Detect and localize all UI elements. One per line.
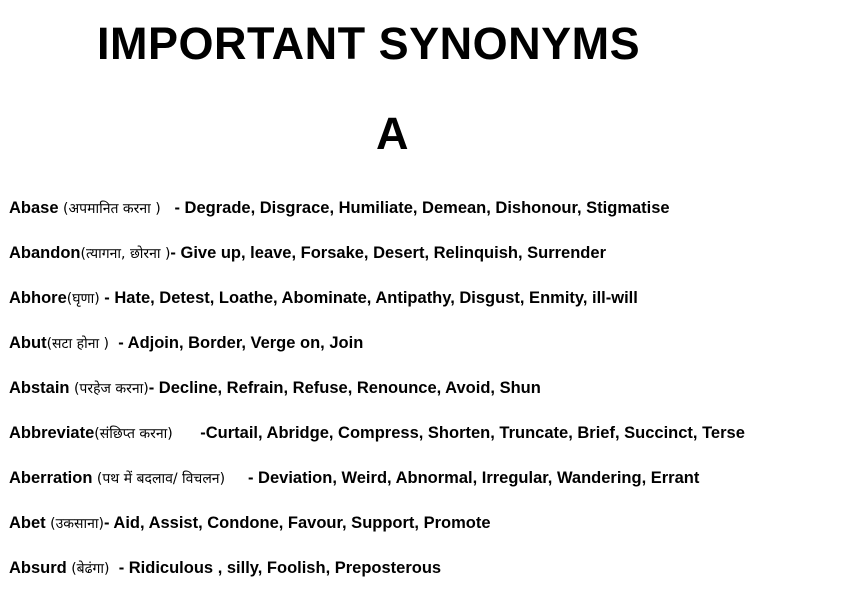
entry-synonyms: - Ridiculous , silly, Foolish, Preposterous — [118, 559, 442, 577]
entry-hindi-meaning: (उकसाना) — [45, 516, 104, 532]
entry-synonyms: - Aid, Assist, Condone, Favour, Support, Promote — [103, 514, 491, 532]
list-item — [9, 555, 861, 600]
entry-hindi-meaning: (अपमानित करना ) — [58, 201, 161, 217]
entry-hindi-meaning: (घृणा) — [66, 291, 100, 307]
entry-synonyms: - Adjoin, Border, Verge on, Join — [118, 334, 364, 352]
entry-synonyms: - Hate, Detest, Loathe, Abominate, Antipathy, Disgust, Enmity, ill-will — [104, 289, 638, 307]
entry-word: Abandon — [9, 244, 81, 262]
list-item — [9, 510, 861, 555]
entry-word: Abut — [9, 334, 47, 352]
entry-hindi-meaning: (पथ में बदलाव/ विचलन) — [92, 471, 226, 487]
entry-synonyms: - Give up, leave, Forsake, Desert, Relinquish, Surrender — [170, 244, 606, 262]
entry-word: Aberration — [9, 469, 93, 487]
synonym-list — [9, 195, 861, 600]
entry-hindi-meaning: (सटा होना ) — [46, 336, 110, 352]
list-item — [9, 330, 861, 375]
list-item — [9, 285, 861, 330]
entry-synonyms: - Degrade, Disgrace, Humiliate, Demean, Dishonour, Stigmatise — [174, 199, 670, 217]
entry-hindi-meaning: (त्यागना, छोरना ) — [80, 246, 171, 262]
entry-word: Abase — [9, 199, 59, 217]
entry-word: Absurd — [9, 559, 67, 577]
entry-word: Abet — [9, 514, 46, 532]
list-item — [9, 195, 861, 240]
section-letter: A — [376, 108, 409, 159]
entry-word: Abhore — [9, 289, 67, 307]
entry-synonyms: -Curtail, Abridge, Compress, Shorten, Truncate, Brief, Succinct, Terse — [200, 424, 745, 442]
list-item — [9, 240, 861, 285]
entry-synonyms: - Decline, Refrain, Refuse, Renounce, Avoid, Shun — [148, 379, 541, 397]
list-item — [9, 375, 861, 420]
page-title: IMPORTANT SYNONYMS — [97, 18, 641, 69]
entry-word: Abstain — [9, 379, 70, 397]
entry-hindi-meaning: (परहेज करना) — [69, 381, 149, 397]
entry-word: Abbreviate — [9, 424, 95, 442]
list-item — [9, 420, 861, 465]
list-item — [9, 465, 861, 510]
entry-hindi-meaning: (संछिप्त करना) — [94, 426, 173, 442]
entry-hindi-meaning: (बेढंगा) — [66, 561, 110, 577]
entry-synonyms: - Deviation, Weird, Abnormal, Irregular, Wandering, Errant — [247, 469, 700, 487]
